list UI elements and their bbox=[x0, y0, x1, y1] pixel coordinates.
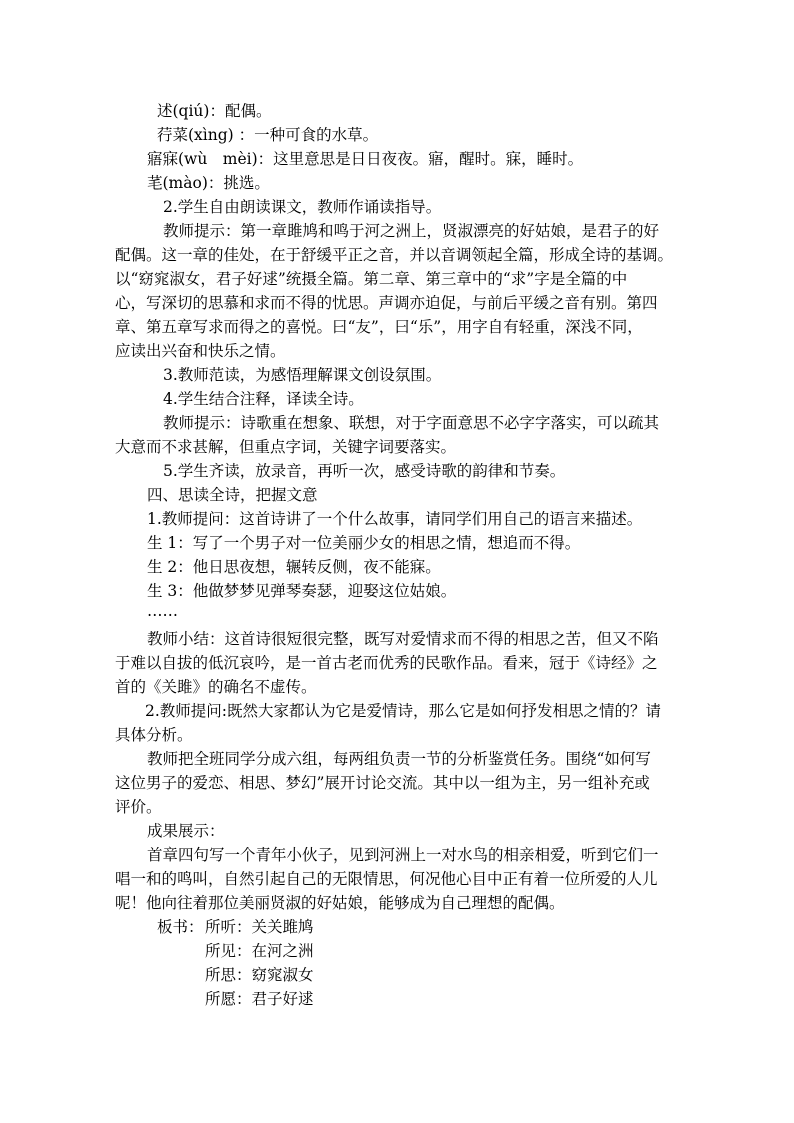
student-answer: 生 3：他做梦梦见弹琴奏瑟，迎娶这位姑娘。 bbox=[147, 582, 457, 600]
paragraph-line: 教师提示：第一章雎鸠和鸣于河之洲上，贤淑漂亮的好姑娘，是君子的好 bbox=[163, 222, 660, 240]
paragraph-line: 心，写深切的思慕和求而不得的忧思。声调亦迫促，与前后平缓之音有别。第四 bbox=[115, 294, 658, 312]
student-answer: 生 1：写了一个男子对一位美丽少女的相思之情，想追而不得。 bbox=[147, 534, 581, 552]
glossary-line: 荇菜(xìng) ：一种可食的水草。 bbox=[157, 126, 379, 144]
paragraph-line: 唱一和的鸣叫，自然引起自己的无限情思，何况他心目中正有着一位所爱的人儿 bbox=[115, 870, 658, 888]
board-row: 所愿：君子好逑 bbox=[205, 990, 314, 1008]
glossary-line: 述(qiú)：配偶。 bbox=[157, 102, 272, 120]
question-line: 2.教师提问:既然大家都认为它是爱情诗，那么它是如何抒发相思之情的？请 bbox=[145, 702, 662, 720]
paragraph-line: 首的《关雎》的确名不虚传。 bbox=[115, 678, 317, 696]
glossary-line: 芼(mào)：挑选。 bbox=[147, 174, 270, 192]
section-heading: 四、思读全诗，把握文意 bbox=[147, 486, 318, 504]
question-line: 具体分析。 bbox=[115, 726, 193, 744]
paragraph-line: 应读出兴奋和快乐之情。 bbox=[115, 342, 286, 360]
board-label: 板书： bbox=[157, 918, 204, 936]
student-answer: 生 2：他日思夜想，辗转反侧，夜不能寐。 bbox=[147, 558, 441, 576]
glossary-line: 寤寐(wù mèi)：这里意思是日日夜夜。寤，醒时。寐，睡时。 bbox=[147, 150, 584, 168]
paragraph-line: 配偶。这一章的佳处，在于舒缓平正之音，并以音调领起全篇，形成全诗的基调。 bbox=[115, 246, 674, 264]
paragraph-line: 评价。 bbox=[115, 798, 162, 816]
paragraph-line: 教师提示：诗歌重在想象、联想，对于字面意思不必字字落实，可以疏其 bbox=[163, 414, 660, 432]
paragraph-line: 教师小结：这首诗很短很完整，既写对爱情求而不得的相思之苦，但又不陷 bbox=[147, 630, 659, 648]
board-row: 所见：在河之洲 bbox=[205, 942, 314, 960]
board-row: 所听：关关雎鸠 bbox=[205, 918, 314, 936]
step-heading: 4.学生结合注释，译读全诗。 bbox=[163, 390, 364, 408]
paragraph-line: 教师把全班同学分成六组，每两组负责一节的分析鉴赏任务。围绕“如何写 bbox=[147, 750, 651, 768]
paragraph-line: 以“窈窕淑女，君子好逑”统摄全篇。第二章、第三章中的“求”字是全篇的中 bbox=[115, 270, 628, 288]
step-heading: 3.教师范读，为感悟理解课文创设氛围。 bbox=[163, 366, 442, 384]
paragraph-line: 于难以自拔的低沉哀吟，是一首古老而优秀的民歌作品。看来，冠于《诗经》之 bbox=[115, 654, 658, 672]
paragraph-line: 首章四句写一个青年小伙子，见到河洲上一对水鸟的相亲相爱，听到它们一 bbox=[147, 846, 659, 864]
question-line: 1.教师提问：这首诗讲了一个什么故事，请同学们用自己的语言来描述。 bbox=[147, 510, 643, 528]
section-heading: 成果展示： bbox=[147, 822, 225, 840]
step-heading: 5.学生齐读，放录音，再听一次，感受诗歌的韵律和节奏。 bbox=[163, 462, 566, 480]
board-row: 所思：窈窕淑女 bbox=[205, 966, 314, 984]
paragraph-line: 这位男子的爱恋、相思、梦幻”展开讨论交流。其中以一组为主，另一组补充或 bbox=[115, 774, 650, 792]
paragraph-line: 章、第五章写求而得之的喜悦。曰“友”，曰“乐”，用字自有轻重，深浅不同， bbox=[115, 318, 643, 336]
paragraph-line: 大意而不求甚解，但重点字词，关键字词要落实。 bbox=[115, 438, 457, 456]
paragraph-line: 呢！他向往着那位美丽贤淑的好姑娘，能够成为自己理想的配偶。 bbox=[115, 894, 565, 912]
ellipsis: …… bbox=[147, 602, 178, 620]
step-heading: 2.学生自由朗读课文，教师作诵读指导。 bbox=[163, 198, 442, 216]
